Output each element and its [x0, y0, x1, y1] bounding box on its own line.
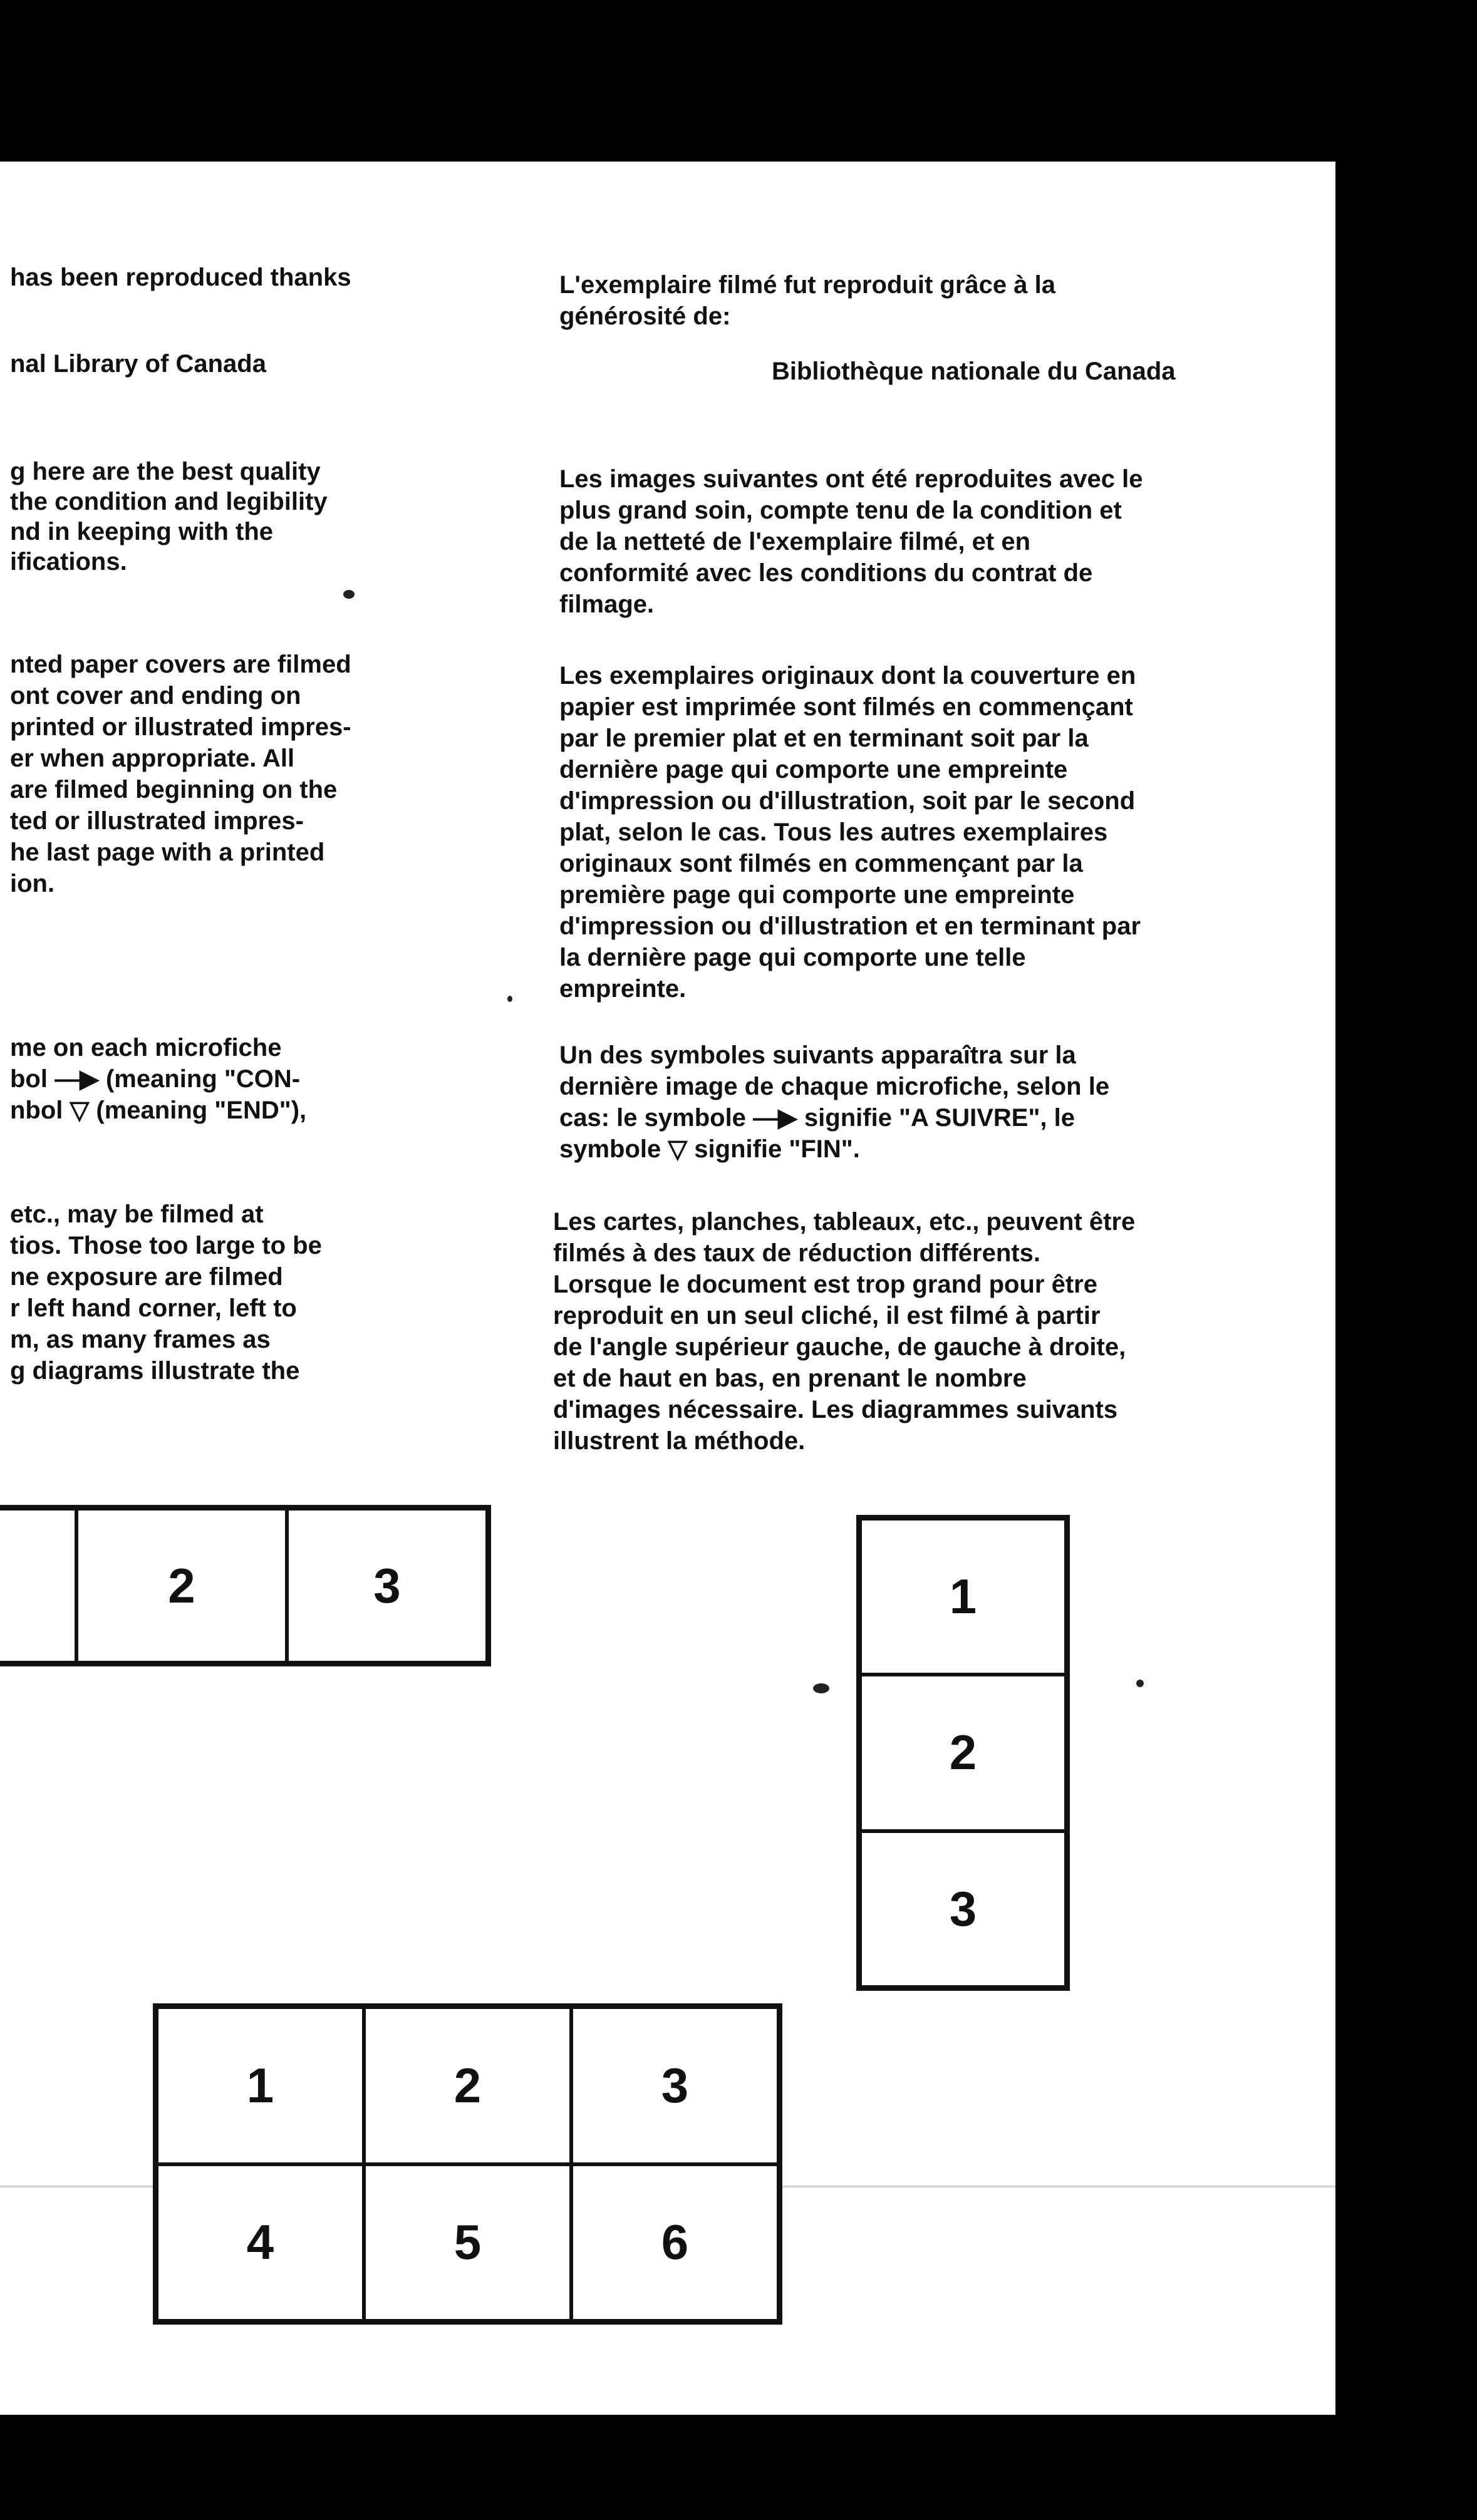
english-quality-line: the condition and legibility — [10, 488, 328, 515]
french-maps-line: filmés à des taux de réduction différents. — [553, 1239, 1040, 1267]
french-quality-line: filmage. — [559, 591, 655, 618]
english-maps-line: r left hand corner, left to — [10, 1294, 297, 1322]
english-thanks-line: has been reproduced thanks — [10, 264, 351, 291]
english-maps-line: g diagrams illustrate the — [10, 1357, 300, 1385]
vertical-frame-diagram — [856, 1515, 1070, 1991]
english-covers-line: er when appropriate. All — [10, 745, 295, 772]
french-symbols-line: Un des symboles suivants apparaîtra sur la — [559, 1041, 1076, 1069]
scan-speck — [343, 590, 355, 599]
scan-speck — [813, 1683, 829, 1693]
french-covers-line: par le premier plat et en terminant soit par la — [559, 725, 1089, 752]
french-symbols-line: cas: le symbole —▶ signifie "A SUIVRE", le — [559, 1104, 1075, 1132]
frame-cell: 2 — [860, 1675, 1066, 1831]
french-intro-line: générosité de: — [559, 302, 731, 330]
french-library-line: Bibliothèque nationale du Canada — [772, 358, 1176, 385]
scan-speck — [1136, 1680, 1144, 1687]
french-covers-line: d'impression ou d'illustration et en terminant par — [559, 912, 1141, 940]
french-symbols-line: dernière image de chaque microfiche, selon le — [559, 1073, 1110, 1100]
frame-cell: 3 — [571, 2007, 779, 2164]
french-covers-line: originaux sont filmés en commençant par la — [559, 850, 1083, 877]
english-symbols-line: bol —▶ (meaning "CON- — [10, 1065, 301, 1093]
english-quality-line: nd in keeping with the — [10, 518, 273, 545]
french-maps-line: Lorsque le document est trop grand pour être — [553, 1271, 1097, 1298]
english-quality-line: g here are the best quality — [10, 458, 321, 485]
french-covers-line: première page qui comporte une empreinte — [559, 881, 1075, 909]
english-symbols-line: nbol ▽ (meaning "END"), — [10, 1097, 307, 1124]
french-quality-line: plus grand soin, compte tenu de la condition et — [559, 497, 1122, 524]
french-covers-line: d'impression ou d'illustration, soit par le second — [559, 787, 1136, 815]
french-quality-line: de la netteté de l'exemplaire filmé, et en — [559, 528, 1031, 555]
french-maps-line: de l'angle supérieur gauche, de gauche à droite, — [553, 1333, 1126, 1361]
english-covers-line: ont cover and ending on — [10, 682, 301, 710]
french-quality-line: conformité avec les conditions du contrat de — [559, 559, 1093, 587]
french-covers-line: plat, selon le cas. Tous les autres exemplaires — [559, 818, 1108, 846]
horizontal-frame-diagram — [0, 1505, 491, 1666]
french-maps-line: reproduit en un seul cliché, il est filmé à partir — [553, 1302, 1101, 1330]
english-maps-line: m, as many frames as — [10, 1326, 271, 1353]
english-maps-line: tios. Those too large to be — [10, 1232, 322, 1259]
english-covers-line: ted or illustrated impres- — [10, 807, 304, 835]
french-maps-line: Les cartes, planches, tableaux, etc., peuvent être — [553, 1208, 1136, 1236]
english-quality-line: ifications. — [10, 548, 127, 576]
scan-speck — [507, 996, 512, 1002]
french-covers-line: papier est imprimée sont filmés en commençant — [559, 693, 1133, 721]
french-quality-line: Les images suivantes ont été reproduites avec le — [559, 465, 1143, 493]
french-covers-line: Les exemplaires originaux dont la couverture en — [559, 662, 1136, 689]
french-covers-line: empreinte. — [559, 975, 687, 1003]
english-covers-line: he last page with a printed — [10, 839, 325, 866]
english-covers-line: printed or illustrated impres- — [10, 713, 351, 741]
frame-cell: 1 — [860, 1519, 1066, 1675]
english-covers-line: nted paper covers are filmed — [10, 651, 351, 678]
french-symbols-line: symbole ▽ signifie "FIN". — [559, 1135, 860, 1163]
frame-cell: 2 — [364, 2007, 571, 2164]
frame-cell: 3 — [287, 1509, 487, 1663]
frame-cell: 5 — [364, 2164, 571, 2321]
french-covers-line: dernière page qui comporte une empreinte — [559, 756, 1068, 783]
french-intro-line: L'exemplaire filmé fut reproduit grâce à la — [559, 271, 1055, 299]
frame-cell: 1 — [157, 2007, 364, 2164]
english-library-line: nal Library of Canada — [10, 350, 266, 378]
english-covers-line: are filmed beginning on the — [10, 776, 338, 803]
grid-frame-diagram — [153, 2003, 782, 2325]
english-symbols-line: me on each microfiche — [10, 1034, 282, 1061]
english-maps-line: etc., may be filmed at — [10, 1201, 264, 1228]
french-maps-line: et de haut en bas, en prenant le nombre — [553, 1365, 1027, 1392]
english-maps-line: ne exposure are filmed — [10, 1263, 283, 1291]
frame-cell: 3 — [860, 1831, 1066, 1987]
frame-cell — [0, 1509, 76, 1663]
french-maps-line: d'images nécessaire. Les diagrammes suivants — [553, 1396, 1118, 1423]
french-maps-line: illustrent la méthode. — [553, 1427, 806, 1455]
english-covers-line: ion. — [10, 870, 55, 897]
french-covers-line: la dernière page qui comporte une telle — [559, 944, 1026, 971]
frame-cell: 2 — [76, 1509, 287, 1663]
frame-cell: 4 — [157, 2164, 364, 2321]
frame-cell: 6 — [571, 2164, 779, 2321]
